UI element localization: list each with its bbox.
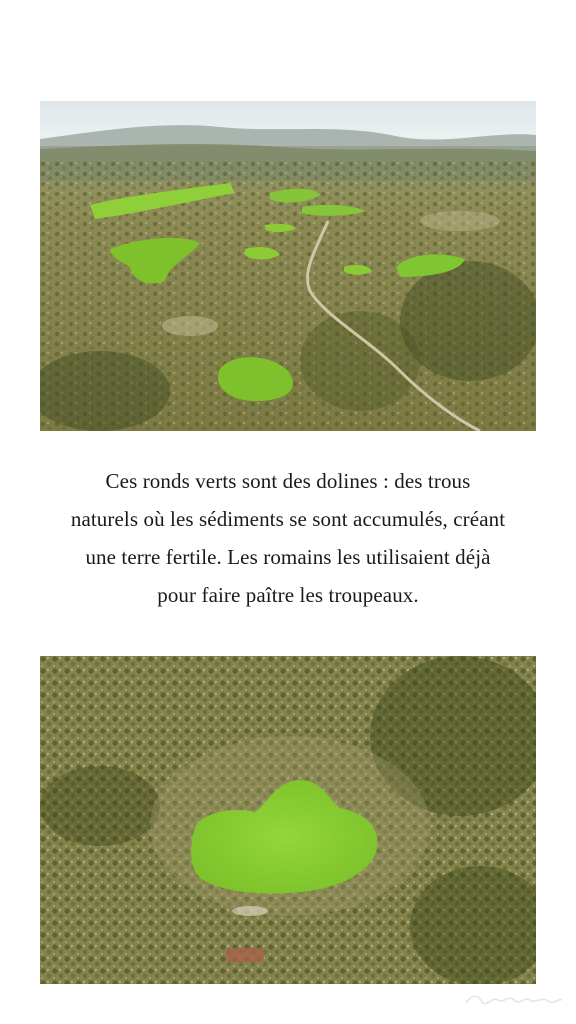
- caption-text: [20, 462, 556, 614]
- doline-closeup-illustration: [40, 656, 536, 984]
- aerial-landscape-illustration: [40, 101, 536, 431]
- caption-line-2: naturels où les sédiments se sont accumulés, créant: [70, 507, 506, 531]
- caption-line-3: une terre fertile. Les romains les utilisaient déjà: [85, 545, 491, 569]
- aerial-photo-landscape: [40, 101, 536, 431]
- signature-watermark: [462, 988, 566, 1010]
- caption-line-4: pour faire paître les troupeaux.: [157, 583, 419, 607]
- caption-line-1: Ces ronds verts sont des dolines : des trous: [105, 469, 471, 493]
- aerial-photo-doline-closeup: [40, 656, 536, 984]
